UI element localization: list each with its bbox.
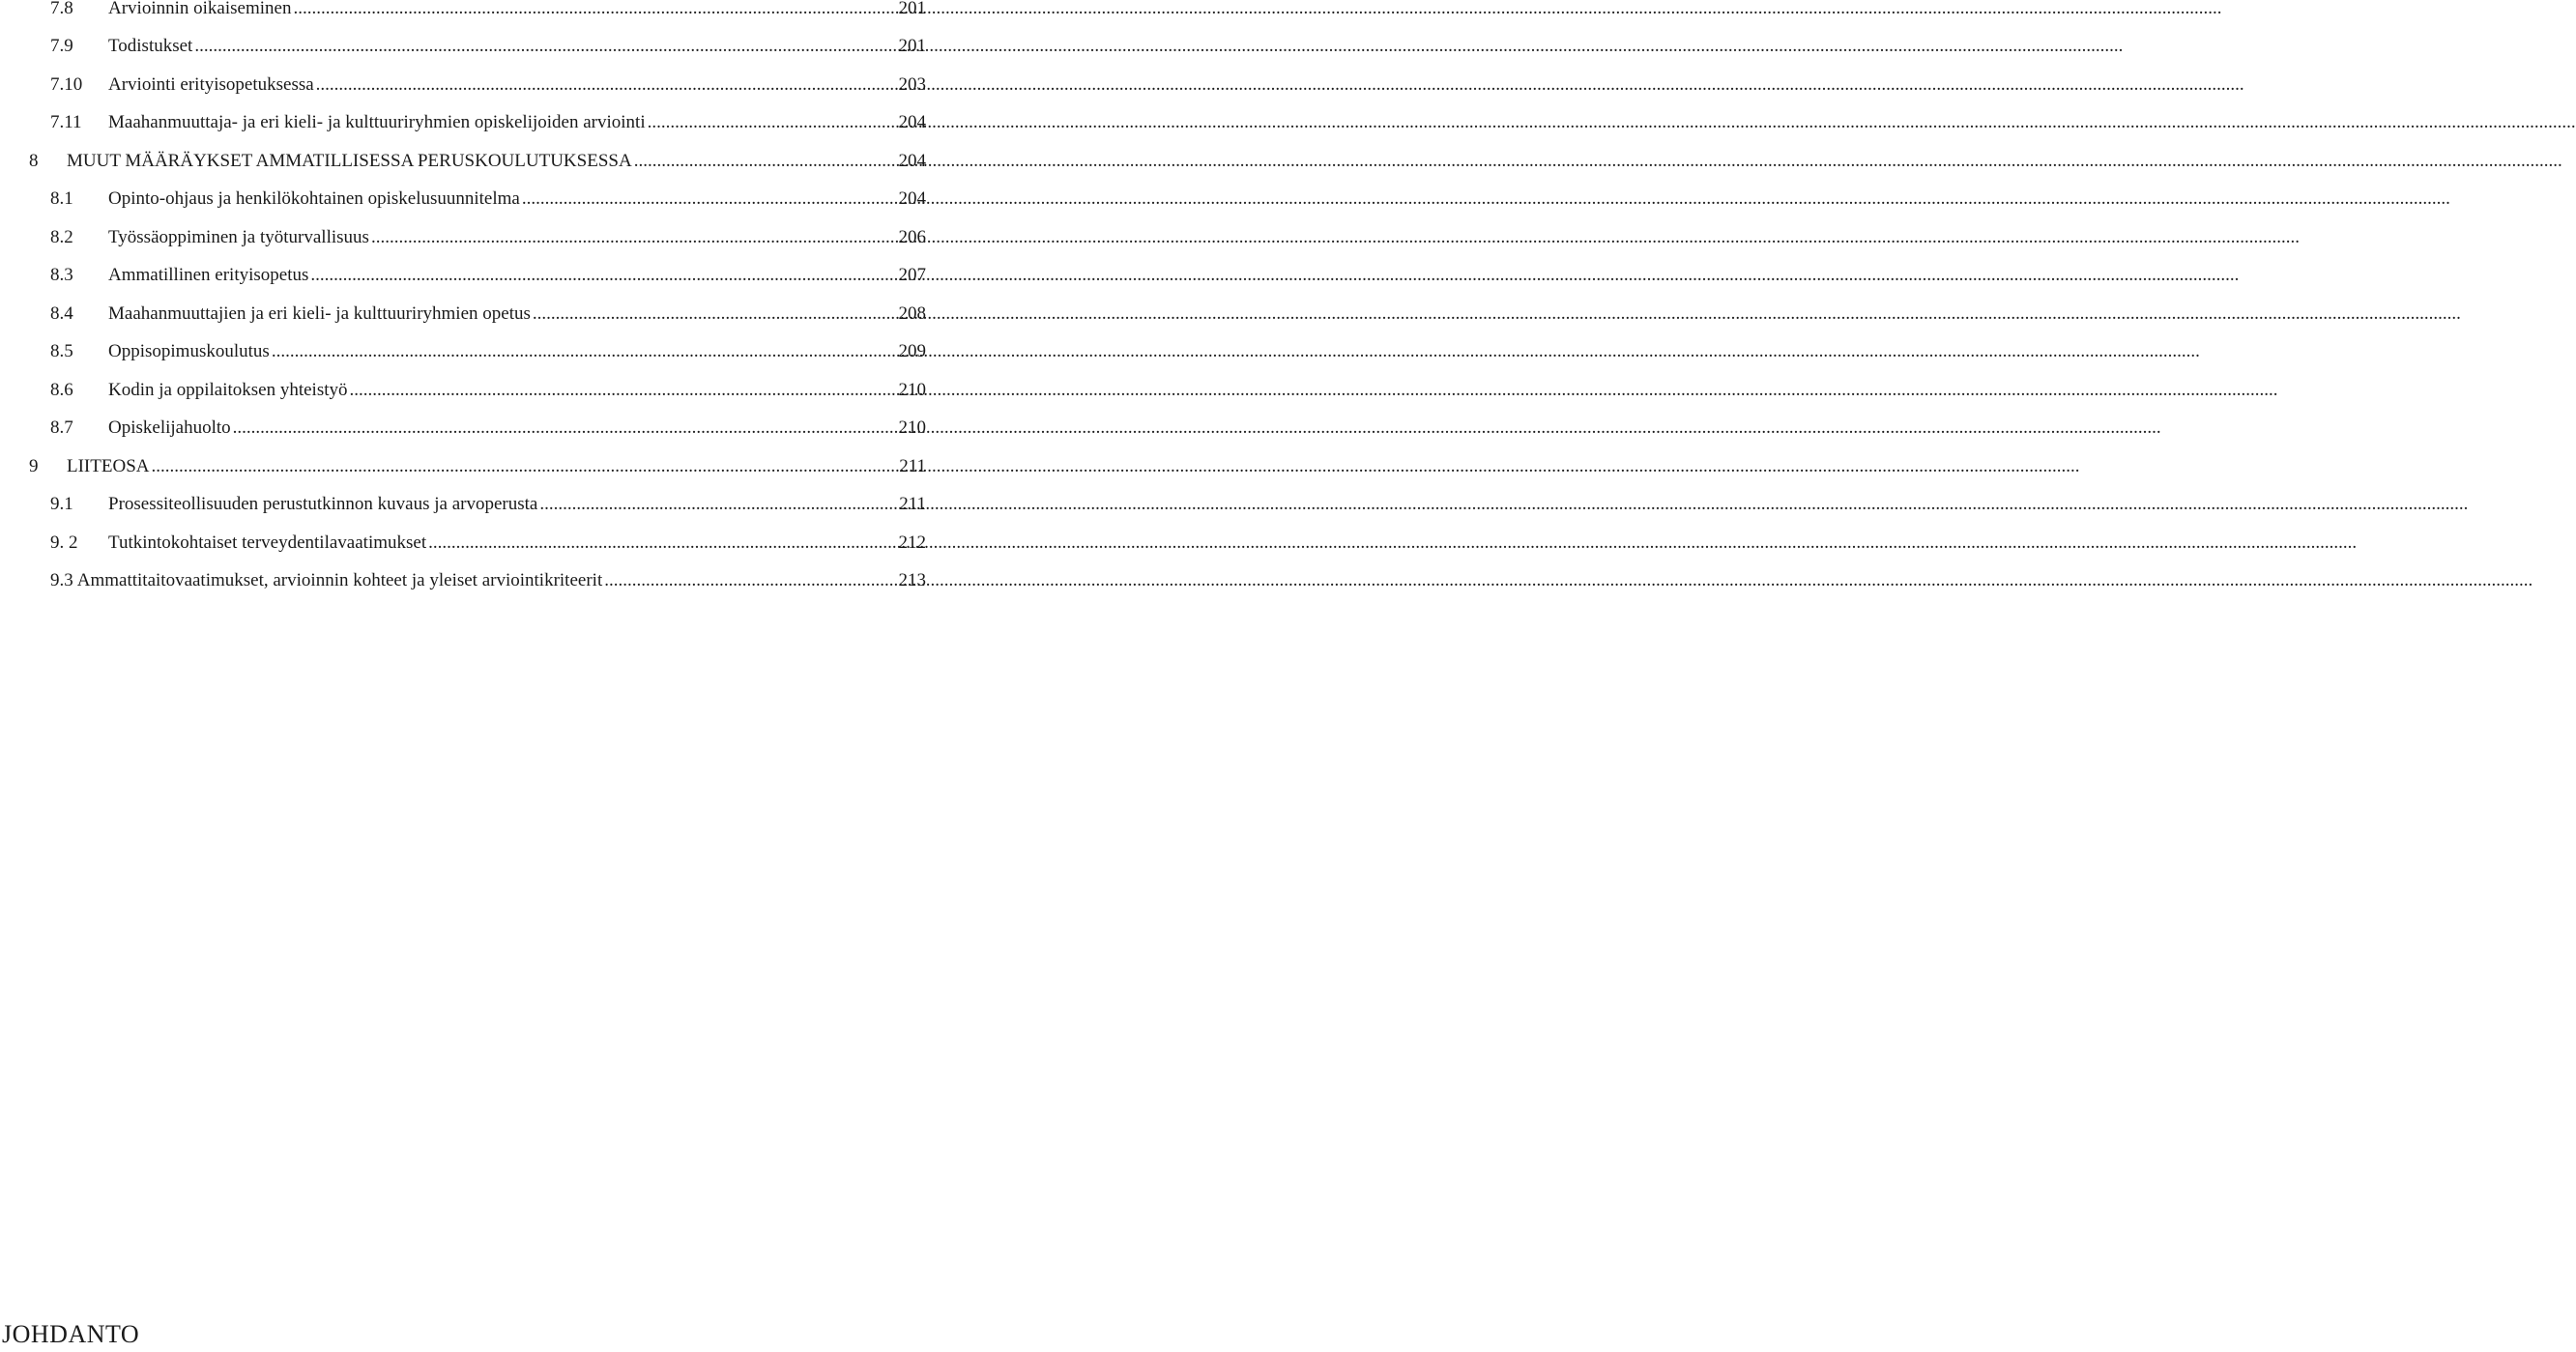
- toc-entry-title: Ammattitaitovaatimukset, arvioinnin kohteet ja yleiset arviointikriteerit: [76, 570, 603, 590]
- toc-entry-7-8[interactable]: [50, 0, 926, 23]
- toc-entry-number: 7.11: [50, 112, 82, 132]
- toc-entry-number: 9: [29, 456, 39, 476]
- toc-entry-title: Opiskelijahuolto: [108, 417, 231, 438]
- toc-entry-title: Opinto-ohjaus ja henkilökohtainen opiskelusuunnitelma: [108, 188, 520, 209]
- toc-dot-leader: [272, 337, 897, 366]
- toc-entry-title: Arvioinnin oikaiseminen: [108, 0, 292, 18]
- toc-entry-number: 8.4: [50, 303, 73, 324]
- toc-entry-title: Oppisopimuskoulutus: [108, 341, 270, 361]
- toc-dot-leader: [522, 185, 897, 214]
- toc-entry-8-7[interactable]: [50, 414, 926, 443]
- toc-entry-title: Tutkintokohtaiset terveydentilavaatimukset: [108, 532, 427, 553]
- toc-entry-title: Prosessiteollisuuden perustutkinnon kuvaus ja arvoperusta: [108, 494, 538, 514]
- toc-dot-leader: [604, 566, 896, 595]
- toc-dot-leader: [428, 529, 896, 558]
- toc-entry-number: 9.3: [50, 570, 73, 590]
- toc-dot-leader: [233, 414, 897, 443]
- toc-entry-page: 203: [898, 74, 926, 95]
- toc-entry-title: Maahanmuuttaja- ja eri kieli- ja kulttuuriryhmien opiskelijoiden arviointi: [108, 112, 646, 132]
- toc-entry-number: 8.7: [50, 417, 73, 438]
- toc-entry-number: 8.1: [50, 188, 73, 209]
- toc-entry-page: 204: [898, 188, 926, 209]
- toc-entry-title: Ammatillinen erityisopetus: [108, 265, 309, 285]
- toc-entry-title: Todistukset: [108, 36, 193, 56]
- toc-entry-page: 213: [898, 570, 926, 590]
- toc-entry-title: Työssäoppiminen ja työturvallisuus: [108, 227, 369, 247]
- toc-entry-9[interactable]: [29, 452, 926, 481]
- toc-entry-number: 9. 2: [50, 532, 78, 553]
- toc-entry-9-1[interactable]: [50, 490, 926, 519]
- toc-entry-page: 201: [898, 36, 926, 56]
- toc-dot-leader: [634, 147, 897, 176]
- toc-entry-page: 211: [899, 456, 926, 476]
- toc-dot-leader: [316, 71, 897, 100]
- toc-entry-number: 8.3: [50, 265, 73, 285]
- toc-entry-8-3[interactable]: [50, 261, 926, 290]
- toc-dot-leader: [293, 0, 896, 23]
- toc-entry-7-11[interactable]: [50, 108, 926, 137]
- toc-entry-8[interactable]: [29, 147, 926, 176]
- toc-entry-9-2[interactable]: [50, 529, 926, 558]
- toc-entry-8-4[interactable]: [50, 300, 926, 329]
- toc-entry-number: 8.6: [50, 380, 73, 400]
- toc-entry-page: 204: [898, 151, 926, 171]
- toc-dot-leader: [533, 300, 897, 329]
- toc-entry-title: LIITEOSA: [67, 456, 150, 476]
- toc-dot-leader: [151, 452, 897, 481]
- toc-dot-leader: [371, 223, 897, 252]
- toc-entry-8-2[interactable]: [50, 223, 926, 252]
- toc-entry-page: 210: [898, 417, 926, 438]
- toc-dot-leader: [350, 376, 897, 405]
- toc-entry-title: Arviointi erityisopetuksessa: [108, 74, 314, 95]
- section-heading-johdanto: JOHDANTO: [2, 1320, 140, 1348]
- toc-entry-page: 207: [898, 265, 926, 285]
- toc-dot-leader: [194, 32, 896, 61]
- toc-entry-8-6[interactable]: [50, 376, 926, 405]
- toc-entry-number: 8.5: [50, 341, 73, 361]
- toc-dot-leader: [648, 108, 897, 137]
- toc-entry-page: 211: [899, 494, 926, 514]
- toc-entry-8-1[interactable]: [50, 185, 926, 214]
- toc-entry-number: 7.8: [50, 0, 73, 18]
- toc-entry-number: 9.1: [50, 494, 73, 514]
- toc-entry-title: Kodin ja oppilaitoksen yhteistyö: [108, 380, 348, 400]
- toc-entry-9-3[interactable]: [50, 566, 926, 595]
- toc-entry-7-10[interactable]: [50, 71, 926, 100]
- toc-entry-page: 212: [898, 532, 926, 553]
- toc-entry-number: 7.9: [50, 36, 73, 56]
- toc-entry-number: 8: [29, 151, 39, 171]
- toc-dot-leader: [310, 261, 896, 290]
- toc-dot-leader: [539, 490, 897, 519]
- toc-entry-page: 209: [898, 341, 926, 361]
- toc-entry-page: 201: [898, 0, 926, 18]
- toc-entry-page: 204: [898, 112, 926, 132]
- toc-entry-title: Maahanmuuttajien ja eri kieli- ja kulttuuriryhmien opetus: [108, 303, 531, 324]
- toc-entry-page: 208: [898, 303, 926, 324]
- toc-entry-7-9[interactable]: [50, 32, 926, 61]
- toc-entry-page: 210: [898, 380, 926, 400]
- toc-entry-page: 206: [898, 227, 926, 247]
- toc-entry-number: 8.2: [50, 227, 73, 247]
- toc-entry-number: 7.10: [50, 74, 83, 95]
- toc-entry-title: MUUT MÄÄRÄYKSET AMMATILLISESSA PERUSKOULUTUKSESSA: [67, 151, 632, 171]
- toc-entry-8-5[interactable]: [50, 337, 926, 366]
